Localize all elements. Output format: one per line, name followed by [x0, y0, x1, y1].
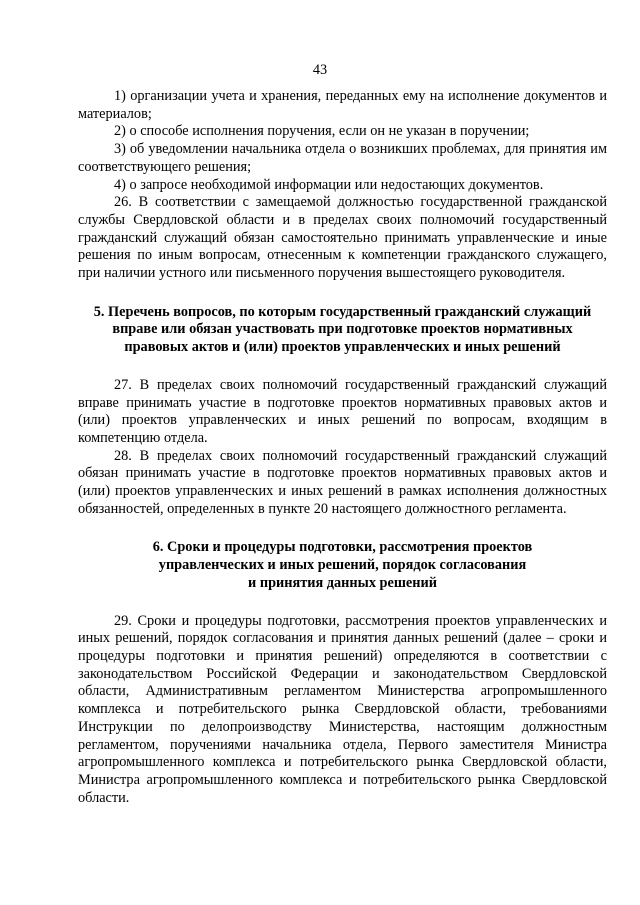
paragraph-26: 26. В соответствии с замещаемой должностью государственной гражданской службы Свердловской области и в пределах своих полномочий государственный гражданский служащий обязан самостоятельно принимать управленческие и иные решения по иным вопросам, отнесенным к компетенции гражданского служащего, при наличии устного или письменного поручения вышестоящего руководителя.: [78, 194, 607, 282]
section-5-heading-line: правовых актов и (или) проектов управленческих и иных решений: [124, 339, 561, 356]
document-body: [78, 88, 607, 807]
section-6-heading-line: и принятия данных решений: [248, 574, 437, 591]
section-5-heading-line: вправе или обязан участвовать при подготовке проектов нормативных: [112, 321, 573, 338]
paragraph-28: 28. В пределах своих полномочий государственный гражданский служащий обязан принимать участие в подготовке проектов нормативных правовых актов и (или) проектов управленческих и иных решений в рамках исполнения должностных обязанностей, определенных в пункте 20 настоящего должностного регламента.: [78, 447, 607, 517]
paragraph-27: 27. В пределах своих полномочий государственный гражданский служащий вправе принимать участие в подготовке проектов нормативных правовых актов и (или) проектов управленческих и иных решений по вопросам, входящим в компетенцию отдела.: [78, 376, 607, 446]
paragraph-29: 29. Сроки и процедуры подготовки, рассмотрения проектов управленческих и иных решений, порядок согласования и принятия данных решений (далее – сроки и процедуры подготовки и принятия решений) определяются в соответствии с законодательством Российской Федерации и законодательством Свердловской области, Административным регламентом Министерства агропромышленного комплекса и потребительского рынка Свердловской области, требованиями Инструкции по делопроизводству Министерства, настоящим должностным регламентом, поручениями начальника отдела, Первого заместителя Министра агропромышленного комплекса и потребительского рынка Свердловской области, Министра агропромышленного комплекса и потребительского рынка Свердловской области.: [78, 612, 607, 806]
section-5-heading: [78, 304, 607, 357]
page-number: 43: [312, 62, 328, 78]
list-item-2: 2) о способе исполнения поручения, если он не указан в поручении;: [114, 123, 530, 140]
section-6-heading-line: 6. Сроки и процедуры подготовки, рассмотрения проектов: [152, 539, 533, 556]
list-item-4: 4) о запросе необходимой информации или недостающих документов.: [114, 176, 544, 193]
list-item-1: 1) организации учета и хранения, переданных ему на исполнение документов и материалов;: [78, 88, 607, 122]
list-item-3: 3) об уведомлении начальника отдела о возникших проблемах, для принятия им соответствующего решения;: [78, 141, 607, 175]
section-5-heading-line: 5. Перечень вопросов, по которым государственный гражданский служащий: [93, 303, 592, 320]
section-6-heading: [78, 539, 607, 592]
section-6-heading-line: управленческих и иных решений, порядок согласования: [158, 557, 527, 574]
